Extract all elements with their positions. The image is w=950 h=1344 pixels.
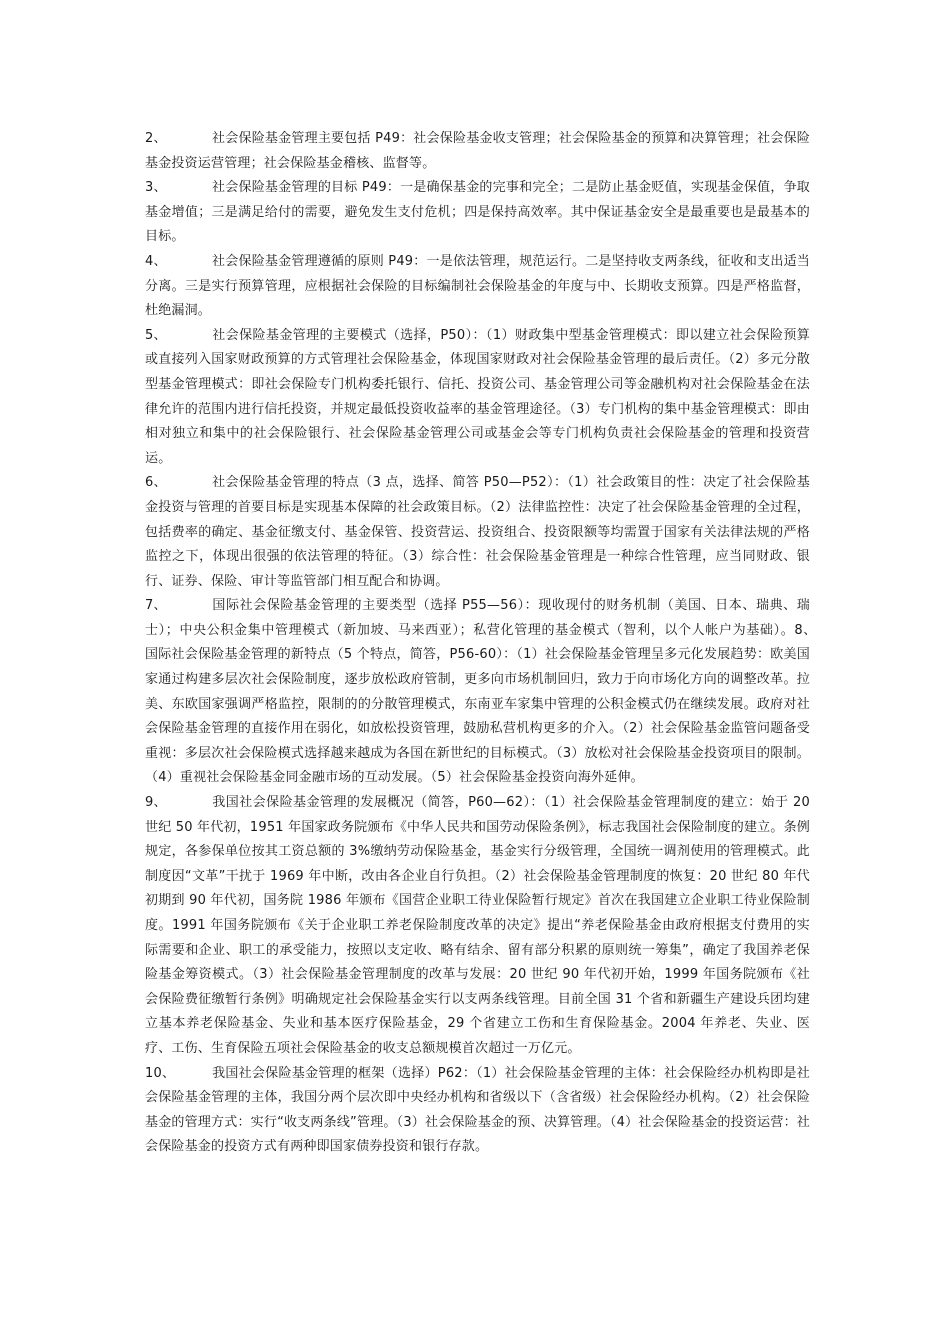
paragraph-item-10 [145, 1062, 810, 1160]
item-text: 我国社会保险基金管理的框架（选择）P62：（1）社会保险基金管理的主体：社会保险经办机构即是社会保险基金管理的主体，我国分两个层次即中央经办机构和省级以下（含省级）社会保险经办机构。（2）社会保险基金的管理方式：实行“收支两条线”管理。（3）社会保险基金的预、决算管理。（4）社会保险基金的投资运营：社会保险基金的投资方式有两种即国家债券投资和银行存款。 [145, 1065, 810, 1155]
item-text: 我国社会保险基金管理的发展概况（简答，P60—62）：（1）社会保险基金管理制度的建立：始于 20 世纪 50 年代初，1951 年国家政务院颁布《中华人民共和国劳动保险条例》，标志我国社会保险制度的建立。条例规定，各参保单位按其工资总额的 3%缴纳劳动保险基金，基金实行分级管理，全国统一调剂使用的管理模式。此制度因“文革”干扰于 1969 年中断，改由各企业自行负担。（2）社会保险基金管理制度的恢复：20 世纪 80 年代初期到 90 年代初，国务院 1986 年颁布《国营企业职工待业保险暂行规定》首次在我国建立企业职工待业保险制度。1991 年国务院颁布《关于企业职工养老保险制度改革的决定》提出“养老保险基金由政府根据支付费用的实际需要和企业、职工的承受能力，按照以支定收、略有结余、留有部分积累的原则统一筹集”，确定了我国养老保险基金筹资模式。（3）社会保险基金管理制度的改革与发展：20 世纪 90 年代初开始，1999 年国务院颁布《社会保险费征缴暂行条例》明确规定社会保险基金实行以支两条线管理。目前全国 31 个省和新疆生产建设兵团均建立基本养老保险基金、失业和基本医疗保险基金，29 个省建立工伤和生育保险基金。2004 年养老、失业、医疗、工伤、生育保险五项社会保险基金的收支总额规模首次超过一万亿元。 [145, 795, 810, 1056]
paragraph-item-5 [145, 324, 810, 472]
item-text: 社会保险基金管理的特点（3 点，选择、简答 P50—P52）：（1）社会政策目的性：决定了社会保险基金投资与管理的首要目标是实现基本保障的社会政策目标。（2）法律监控性：决定了社会保险基金管理的全过程，包括费率的确定、基金征缴支付、基金保管、投资营运、投资组合、投资限额等均需置于国家有关法律法规的严格监控之下，体现出很强的依法管理的特征。（3）综合性：社会保险基金管理是一种综合性管理，应当同财政、银行、证券、保险、审计等监管部门相互配合和协调。 [145, 475, 810, 589]
item-number: 9、 [145, 795, 167, 811]
item-number: 2、 [145, 131, 167, 146]
paragraph-item-6 [145, 471, 810, 594]
paragraph-item-3 [145, 176, 810, 250]
item-number: 7、 [145, 598, 167, 614]
item-text: 社会保险基金管理主要包括 P49：社会保险基金收支管理；社会保险基金的预算和决算管理；社会保险基金投资运营管理；社会保险基金稽核、监督等。 [145, 131, 810, 171]
item-number: 10、 [145, 1065, 176, 1081]
paragraph-item-9 [145, 791, 810, 1062]
item-text: 国际社会保险基金管理的主要类型（选择 P55—56）：现收现付的财务机制（美国、日本、瑞典、瑞士）；中央公积金集中管理模式（新加坡、马来西亚）；私营化管理的基金模式（智利，以个人帐户为基础）。8、 国际社会保险基金管理的新特点（5 个特点，简答，P56-60）：（1）社会保险基金管理呈多元化发展趋势：欧美国家通过构建多层次社会保险制度，逐步放松政府管制，更多向市场机制回归，致力于向市场化方向的调整改革。拉美、东欧国家强调严格监控，限制的的分散管理模式，东南亚车家集中管理的公积金模式仍在继续发展。政府对社会保险基金管理的直接作用在弱化，如放松投资管理，鼓励私营机构更多的介入。（2）社会保险基金监管问题备受重视：多层次社会保险模式选择越来越成为各国在新世纪的目标模式。（3）放松对社会保险基金投资项目的限制。（4）重视社会保险基金同金融市场的互动发展。（5）社会保险基金投资向海外延伸。 [145, 598, 850, 786]
paragraph-item-2 [145, 127, 810, 176]
item-text: 社会保险基金管理遵循的原则 P49：一是依法管理，规范运行。二是坚持收支两条线，征收和支出适当分离。三是实行预算管理，应根据社会保险的目标编制社会保险基金的年度与中、长期收支预算。四是严格监督，杜绝漏洞。 [145, 253, 810, 319]
document-body [145, 127, 850, 1160]
item-number: 6、 [145, 475, 167, 491]
item-text: 社会保险基金管理的目标 P49：一是确保基金的完事和完全；二是防止基金贬值，实现基金保值，争取基金增值；三是满足给付的需要，避免发生支付危机；四是保持高效率。其中保证基金安全是最重要也是最基本的目标。 [145, 180, 810, 245]
item-text: 社会保险基金管理的主要模式（选择，P50）：（1）财政集中型基金管理模式：即以建立社会保险预算或直接列入国家财政预算的方式管理社会保险基金，体现国家财政对社会保险基金管理的最后责任。（2）多元分散型基金管理模式：即社会保险专门机构委托银行、信托、投资公司、基金管理公司等金融机构对社会保险基金在法律允许的范围内进行信托投资，并规定最低投资收益率的基金管理途径。（3）专门机构的集中基金管理模式：即由相对独立和集中的社会保险银行、社会保险基金管理公司或基金会等专门机构负责社会保险基金的管理和投资营运。 [145, 327, 810, 466]
item-number: 4、 [145, 253, 167, 269]
item-number: 3、 [145, 180, 167, 196]
paragraph-item-7 [145, 594, 850, 791]
item-number: 5、 [145, 327, 167, 343]
paragraph-item-4 [145, 250, 810, 324]
